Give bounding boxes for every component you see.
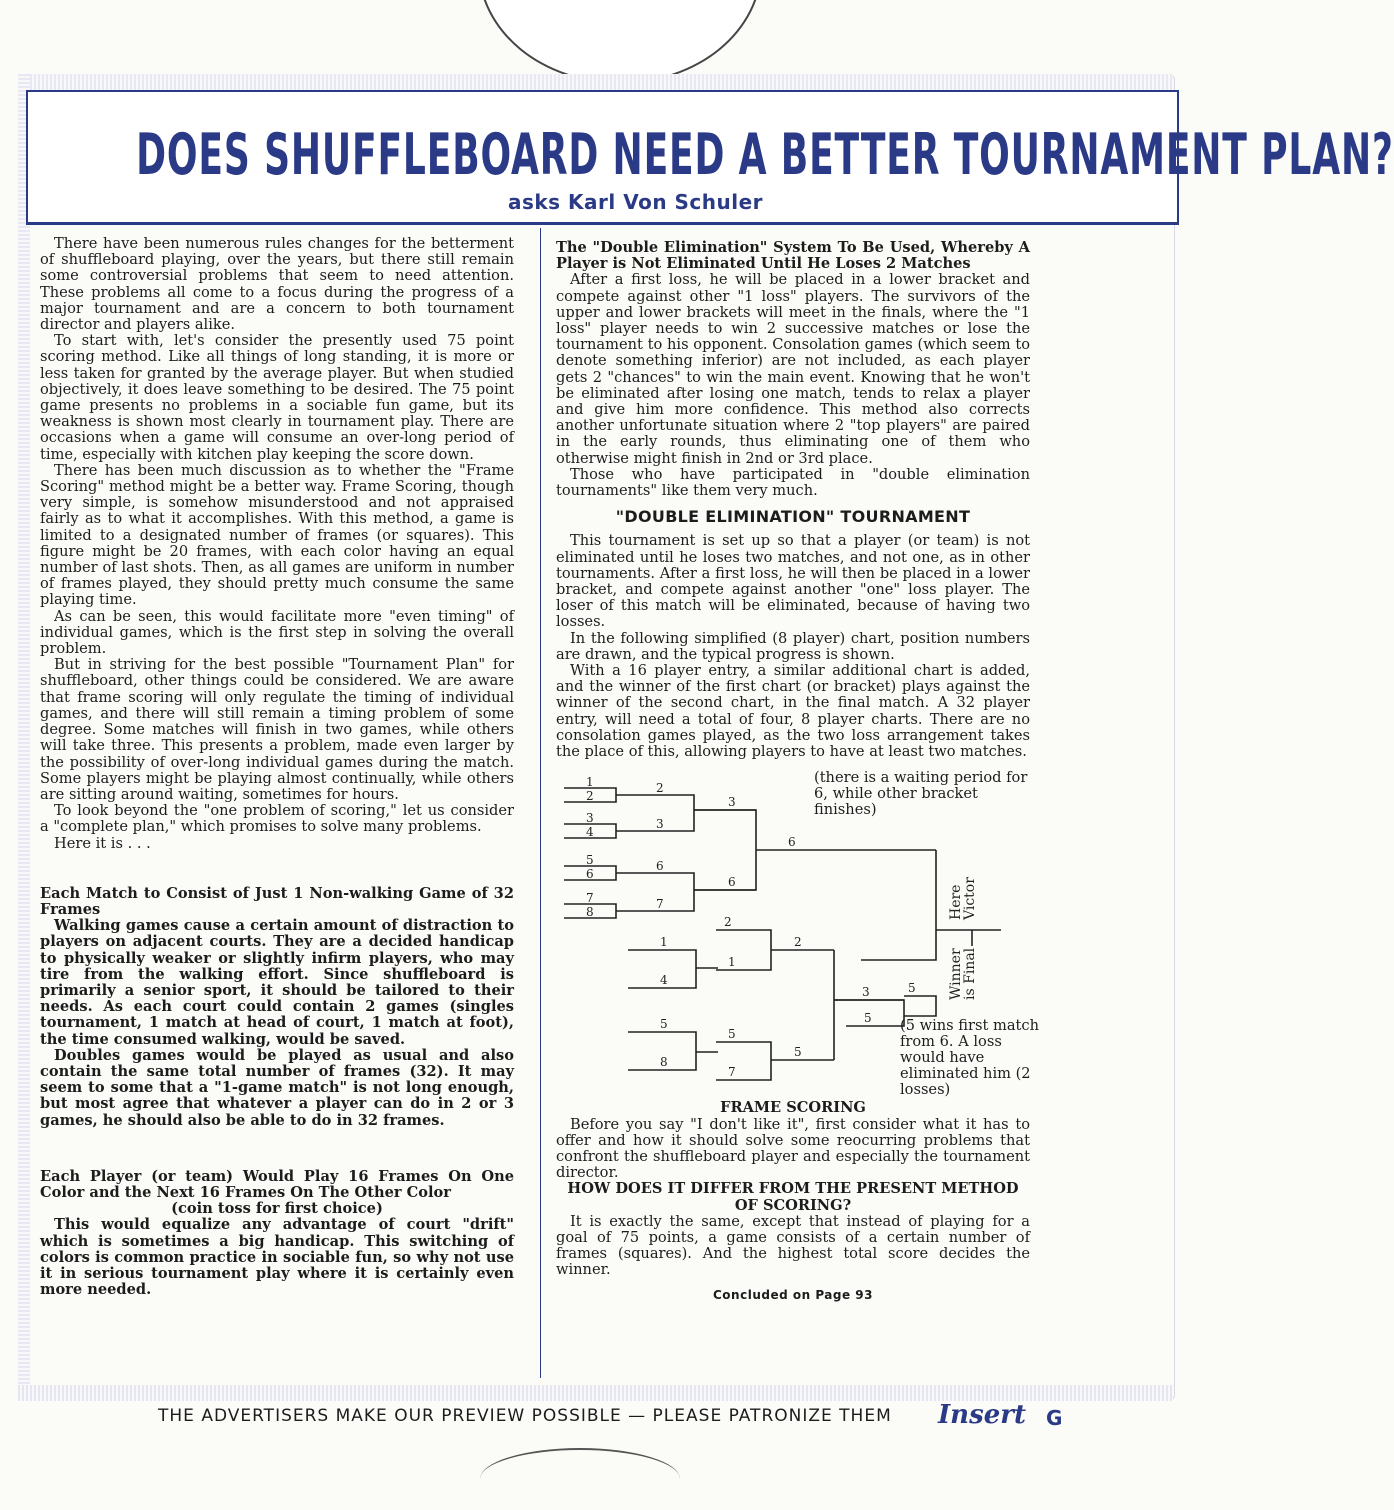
section-heading: Each Player (or team) Would Play 16 Frames On One Color and the Next 16 Frames On The Other Color: [40, 1167, 514, 1201]
seed-label: 5: [864, 1011, 872, 1026]
seed-label: 6: [586, 867, 594, 882]
paragraph: There have been numerous rules changes for the betterment of shuffleboard playing, over the years, but there still remain some controversial problems that seem to need attention. These problems all come to a focus during the progress of a major tournament and are a concern to both tournament director and players alike.: [40, 235, 514, 334]
spacer: [40, 852, 514, 886]
section-subheading: (coin toss for first choice): [171, 1200, 383, 1218]
paragraph: As can be seen, this would facilitate more "even timing" of individual games, which is the first step in solving the overall problem.: [40, 607, 514, 658]
insert-letter: G: [1046, 1406, 1063, 1430]
section-heading: FRAME SCORING: [720, 1099, 866, 1117]
section-heading: The "Double Elimination" System To Be Used, Whereby A Player is Not Eliminated Until He Loses 2 Matches: [556, 239, 1030, 273]
seed-label: 3: [586, 811, 594, 826]
seed-label: 1: [728, 955, 736, 970]
seed-label: 7: [656, 897, 664, 912]
footer-text: THE ADVERTISERS MAKE OUR PREVIEW POSSIBLE — PLEASE PATRONIZE THEM: [158, 1406, 892, 1426]
bracket-note: (there is a waiting period for 6, while other bracket finishes): [814, 769, 1028, 819]
seed-label: 3: [728, 795, 736, 810]
article-byline: asks Karl Von Schuler: [507, 190, 764, 214]
article-headline: DOES SHUFFLEBOARD NEED A BETTER TOURNAMENT PLAN?: [136, 122, 1394, 189]
paragraph: But in striving for the best possible "Tournament Plan" for shuffleboard, other things could be considered. We are aware that frame scoring will only regulate the timing of individual games, and there will still remain a timing problem of some degree. Some matches will finish in two games, while others will take three. This presents a problem, made even larger by the possibility of over-long individual games during the match. Some players might be playing almost continually, while others are sitting around waiting, sometimes for hours.: [40, 656, 514, 803]
victor-label: Here: [948, 884, 964, 921]
seed-label: 1: [586, 775, 594, 790]
paragraph: Walking games cause a certain amount of distraction to players on adjacent courts. They are a decided handicap to physically weaker or slightly infirm players, who may tire from the walking effort. Since shuffleboard is primarily a senior sport, it should be tailored to their needs. As each court could contain 2 games (singles tournament, 1 match at head of court, 1 match at foot), the time consumed walking, would be saved.: [40, 917, 514, 1048]
seed-label: 6: [728, 875, 736, 890]
seed-label: 5: [660, 1017, 668, 1032]
paragraph: To look beyond the "one problem of scoring," let us consider a "complete plan," which promises to solve many problems.: [40, 802, 514, 836]
paragraph: Before you say "I don't like it", first consider what it has to offer and how it should solve some reocurring problems that confront the shuffleboard player and especially the tournament director.: [556, 1115, 1030, 1182]
victor-label: Victor: [962, 877, 978, 921]
seed-label: 7: [586, 891, 594, 906]
section-heading: Each Match to Consist of Just 1 Non-walking Game of 32 Frames: [40, 884, 514, 918]
seed-label: 8: [660, 1055, 668, 1070]
paragraph: This tournament is set up so that a player (or team) is not eliminated until he loses two matches, and not one, as in other tournaments. After a first loss, he will then be placed in a lower bracket, and compete against another "one" loss player. The loser of this match will be eliminated, because of having two losses.: [556, 532, 1030, 631]
left-column: [40, 236, 514, 1298]
seed-label: 2: [586, 789, 594, 804]
seed-label: 3: [862, 985, 870, 1000]
binder-hole-top: [478, 0, 762, 84]
section-body: [40, 918, 514, 1129]
seed-label: 5: [908, 981, 916, 996]
continuation-note: Concluded on Page 93: [713, 1287, 873, 1302]
seed-label: 5: [728, 1027, 736, 1042]
section-heading: "DOUBLE ELIMINATION" TOURNAMENT: [615, 507, 971, 527]
paragraph: This would equalize any advantage of court "drift" which is sometimes a big handicap. This switching of colors is common practice in sociable fun, so why not use it in serious tournament play where it is certainly even more needed.: [40, 1216, 514, 1299]
seed-label: 8: [586, 905, 594, 920]
paragraph: In the following simplified (8 player) chart, position numbers are drawn, and the typical progress is shown.: [556, 629, 1030, 663]
paragraph: Here it is . . .: [54, 834, 151, 852]
seed-label: 7: [728, 1065, 736, 1080]
column-divider: [540, 228, 541, 1378]
bracket-note: (5 wins first match from 6. A loss would have eliminated him (2 losses): [900, 1017, 1039, 1099]
seed-label: 2: [794, 935, 802, 950]
seed-label: 5: [794, 1045, 802, 1060]
paragraph: It is exactly the same, except that instead of playing for a goal of 75 points, a game consists of a certain number of frames (squares). And the highest total score decides the winner.: [556, 1212, 1030, 1279]
seed-label: 4: [660, 973, 668, 988]
seed-label: 2: [724, 915, 732, 930]
paragraph: There has been much discussion as to whether the "Frame Scoring" method might be a better way. Frame Scoring, though very simple, is somehow misunderstood and not appraised fairly as to what it accomplishes. With this method, a game is limited to a designated number of frames (or squares). This figure might be 20 frames, with each color having an equal number of last shots. Then, as all games are uniform in number of frames played, they should pretty much consume the same playing time.: [40, 461, 514, 609]
seed-label: 3: [656, 817, 664, 832]
frame-border-left: [18, 74, 30, 1399]
final-label: Winner: [948, 948, 964, 1001]
frame-border-bottom: [18, 1385, 1173, 1401]
bracket-chart: [556, 769, 1039, 1100]
seed-label: 6: [788, 835, 796, 850]
paragraph: Those who have participated in "double elimination tournaments" like them very much.: [556, 465, 1030, 500]
insert-label: Insert: [938, 1400, 1026, 1430]
final-label: is Final: [962, 948, 978, 1001]
seed-label: 6: [656, 859, 664, 874]
paragraph: Doubles games would be played as usual and also contain the same total number of frames (32). It may seem to some that a "1-game match" is not long enough, but most agree that whatever a player can do in 2 or 3 games, he should also be able to do in 32 frames.: [40, 1046, 514, 1129]
right-column: [556, 239, 1039, 1303]
paragraph: After a first loss, he will be placed in a lower bracket and compete against other "1 loss" players. The survivors of the upper and lower brackets will meet in the finals, where the "1 loss" player needs to win 2 successive matches or lose the tournament to his opponent. Consolation games (which seem to denote something inferior) are not included, as each player gets 2 "chances" to win the main event. Knowing that he won't be eliminated after losing one match, tends to relax a player and give him more confidence. This method also corrects another unfortunate situation where 2 "top players" are paired in the early rounds, thus eliminating one of them who otherwise might finish in 2nd or 3rd place.: [556, 271, 1030, 467]
seed-label: 4: [586, 825, 594, 840]
paragraph: To start with, let's consider the presently used 75 point scoring method. Like all things of long standing, it is more or less taken for granted by the average player. But when studied objectively, it does leave something to be desired. The 75 point game presents no problems in a sociable fun game, but its weakness is shown most clearly in tournament play. There are occasions when a game will consume an over-long period of time, especially with kitchen play keeping the score down.: [40, 332, 514, 463]
spacer: [40, 1129, 514, 1169]
seed-label: 5: [586, 853, 594, 868]
section-heading: HOW DOES IT DIFFER FROM THE PRESENT METHOD OF SCORING?: [567, 1180, 1019, 1214]
binder-hole-bottom: [480, 1448, 680, 1510]
seed-label: 1: [660, 935, 668, 950]
section-body: [40, 1217, 514, 1298]
seed-label: 2: [656, 781, 664, 796]
paragraph: With a 16 player entry, a similar additional chart is added, and the winner of the first chart (or bracket) plays against the winner of the second chart, in the final match. A 32 player entry, will need a total of four, 8 player charts. There are no consolation games played, as the two loss arrangement takes the place of this, allowing players to have at least two matches.: [556, 662, 1030, 761]
